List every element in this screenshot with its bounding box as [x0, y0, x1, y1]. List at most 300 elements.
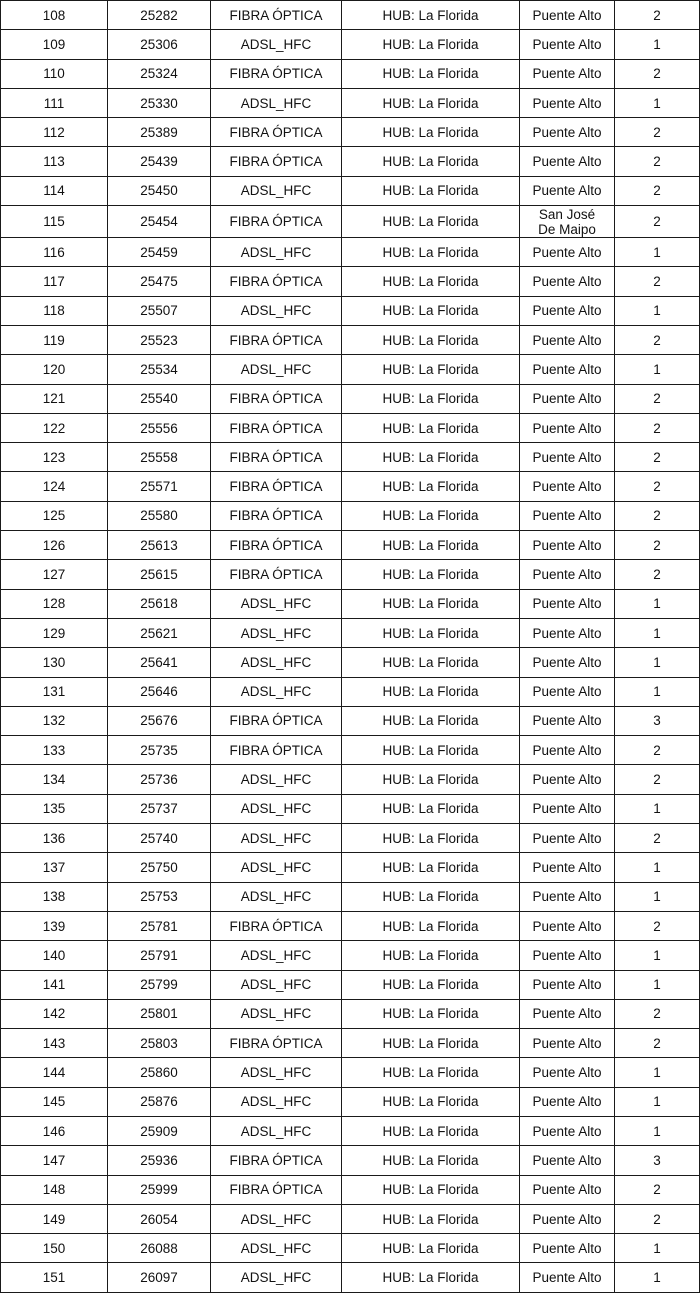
- code-cell: 25324: [108, 59, 211, 88]
- hub-cell: HUB: La Florida: [342, 941, 520, 970]
- table-row: [1, 88, 700, 117]
- code-cell: 25799: [108, 970, 211, 999]
- hub-cell: HUB: La Florida: [342, 413, 520, 442]
- quantity-cell: 2: [615, 736, 700, 765]
- row-number-cell: 136: [1, 824, 108, 853]
- table-row: [1, 147, 700, 176]
- quantity-cell: 2: [615, 118, 700, 147]
- quantity-cell: 1: [615, 355, 700, 384]
- code-cell: 25621: [108, 618, 211, 647]
- code-cell: 25534: [108, 355, 211, 384]
- commune-cell: Puente Alto: [520, 1263, 615, 1292]
- quantity-cell: 1: [615, 941, 700, 970]
- row-number-cell: 130: [1, 648, 108, 677]
- code-cell: 25507: [108, 296, 211, 325]
- code-cell: 25735: [108, 736, 211, 765]
- code-cell: 25860: [108, 1058, 211, 1087]
- technology-cell: ADSL_HFC: [211, 794, 342, 823]
- code-cell: 25330: [108, 88, 211, 117]
- table-row: [1, 1146, 700, 1175]
- row-number-cell: 145: [1, 1087, 108, 1116]
- table-row: [1, 677, 700, 706]
- code-cell: 25618: [108, 589, 211, 618]
- quantity-cell: 1: [615, 88, 700, 117]
- commune-cell: Puente Alto: [520, 853, 615, 882]
- technology-cell: FIBRA ÓPTICA: [211, 531, 342, 560]
- commune-cell: Puente Alto: [520, 238, 615, 267]
- technology-cell: FIBRA ÓPTICA: [211, 706, 342, 735]
- quantity-cell: 1: [615, 30, 700, 59]
- hub-cell: HUB: La Florida: [342, 560, 520, 589]
- table-row: [1, 30, 700, 59]
- quantity-cell: 1: [615, 618, 700, 647]
- hub-cell: HUB: La Florida: [342, 531, 520, 560]
- row-number-cell: 119: [1, 325, 108, 354]
- table-row: [1, 765, 700, 794]
- code-cell: 26088: [108, 1234, 211, 1263]
- quantity-cell: 1: [615, 1116, 700, 1145]
- code-cell: 25909: [108, 1116, 211, 1145]
- quantity-cell: 1: [615, 238, 700, 267]
- quantity-cell: 2: [615, 443, 700, 472]
- code-cell: 25753: [108, 882, 211, 911]
- hub-cell: HUB: La Florida: [342, 999, 520, 1028]
- commune-cell: Puente Alto: [520, 501, 615, 530]
- technology-cell: ADSL_HFC: [211, 853, 342, 882]
- commune-cell: Puente Alto: [520, 1, 615, 30]
- technology-cell: FIBRA ÓPTICA: [211, 1029, 342, 1058]
- row-number-cell: 108: [1, 1, 108, 30]
- technology-cell: ADSL_HFC: [211, 589, 342, 618]
- table-row: [1, 1058, 700, 1087]
- technology-cell: FIBRA ÓPTICA: [211, 736, 342, 765]
- code-cell: 25454: [108, 206, 211, 238]
- quantity-cell: 1: [615, 589, 700, 618]
- technology-cell: FIBRA ÓPTICA: [211, 206, 342, 238]
- quantity-cell: 2: [615, 765, 700, 794]
- technology-cell: FIBRA ÓPTICA: [211, 147, 342, 176]
- code-cell: 25615: [108, 560, 211, 589]
- code-cell: 25876: [108, 1087, 211, 1116]
- hub-cell: HUB: La Florida: [342, 206, 520, 238]
- row-number-cell: 124: [1, 472, 108, 501]
- table-row: [1, 1116, 700, 1145]
- technology-cell: ADSL_HFC: [211, 30, 342, 59]
- table-row: [1, 206, 700, 238]
- code-cell: 25750: [108, 853, 211, 882]
- table-row: [1, 413, 700, 442]
- cell-text-line: San José: [538, 206, 596, 222]
- hub-cell: HUB: La Florida: [342, 736, 520, 765]
- row-number-cell: 148: [1, 1175, 108, 1204]
- quantity-cell: 2: [615, 1, 700, 30]
- row-number-cell: 126: [1, 531, 108, 560]
- commune-cell: Puente Alto: [520, 1175, 615, 1204]
- hub-cell: HUB: La Florida: [342, 1087, 520, 1116]
- quantity-cell: 2: [615, 472, 700, 501]
- hub-cell: HUB: La Florida: [342, 1175, 520, 1204]
- quantity-cell: 1: [615, 882, 700, 911]
- technology-cell: FIBRA ÓPTICA: [211, 325, 342, 354]
- technology-cell: ADSL_HFC: [211, 999, 342, 1028]
- row-number-cell: 129: [1, 618, 108, 647]
- commune-cell: Puente Alto: [520, 1029, 615, 1058]
- row-number-cell: 123: [1, 443, 108, 472]
- commune-cell: Puente Alto: [520, 589, 615, 618]
- row-number-cell: 112: [1, 118, 108, 147]
- row-number-cell: 150: [1, 1234, 108, 1263]
- quantity-cell: 1: [615, 1234, 700, 1263]
- code-cell: 25540: [108, 384, 211, 413]
- code-cell: 25936: [108, 1146, 211, 1175]
- row-number-cell: 143: [1, 1029, 108, 1058]
- technology-cell: ADSL_HFC: [211, 296, 342, 325]
- code-cell: 25558: [108, 443, 211, 472]
- technology-cell: FIBRA ÓPTICA: [211, 1175, 342, 1204]
- commune-cell: Puente Alto: [520, 911, 615, 940]
- quantity-cell: 2: [615, 911, 700, 940]
- technology-cell: FIBRA ÓPTICA: [211, 1146, 342, 1175]
- commune-cell: Puente Alto: [520, 88, 615, 117]
- code-cell: 25306: [108, 30, 211, 59]
- hub-cell: HUB: La Florida: [342, 794, 520, 823]
- technology-cell: FIBRA ÓPTICA: [211, 501, 342, 530]
- table-row: [1, 384, 700, 413]
- row-number-cell: 109: [1, 30, 108, 59]
- commune-cell: Puente Alto: [520, 531, 615, 560]
- row-number-cell: 128: [1, 589, 108, 618]
- quantity-cell: 2: [615, 59, 700, 88]
- quantity-cell: 1: [615, 296, 700, 325]
- quantity-cell: 2: [615, 267, 700, 296]
- quantity-cell: 2: [615, 1029, 700, 1058]
- commune-cell: Puente Alto: [520, 176, 615, 205]
- commune-cell: Puente Alto: [520, 1087, 615, 1116]
- technology-cell: ADSL_HFC: [211, 824, 342, 853]
- quantity-cell: 2: [615, 531, 700, 560]
- commune-cell: Puente Alto: [520, 999, 615, 1028]
- code-cell: 25450: [108, 176, 211, 205]
- row-number-cell: 113: [1, 147, 108, 176]
- commune-cell: Puente Alto: [520, 1146, 615, 1175]
- quantity-cell: 1: [615, 677, 700, 706]
- row-number-cell: 115: [1, 206, 108, 238]
- hub-cell: HUB: La Florida: [342, 267, 520, 296]
- quantity-cell: 1: [615, 794, 700, 823]
- commune-cell: Puente Alto: [520, 941, 615, 970]
- commune-cell: Puente Alto: [520, 560, 615, 589]
- table-row: [1, 1263, 700, 1292]
- commune-cell: Puente Alto: [520, 824, 615, 853]
- hub-cell: HUB: La Florida: [342, 443, 520, 472]
- technology-cell: ADSL_HFC: [211, 238, 342, 267]
- code-cell: 25801: [108, 999, 211, 1028]
- technology-cell: ADSL_HFC: [211, 1116, 342, 1145]
- row-number-cell: 120: [1, 355, 108, 384]
- hub-cell: HUB: La Florida: [342, 677, 520, 706]
- quantity-cell: 3: [615, 1146, 700, 1175]
- row-number-cell: 135: [1, 794, 108, 823]
- technology-cell: FIBRA ÓPTICA: [211, 59, 342, 88]
- commune-cell: Puente Alto: [520, 413, 615, 442]
- hub-cell: HUB: La Florida: [342, 1234, 520, 1263]
- table-row: [1, 1234, 700, 1263]
- table-row: [1, 443, 700, 472]
- quantity-cell: 2: [615, 147, 700, 176]
- quantity-cell: 2: [615, 384, 700, 413]
- table-row: [1, 970, 700, 999]
- hub-cell: HUB: La Florida: [342, 1146, 520, 1175]
- commune-cell: Puente Alto: [520, 147, 615, 176]
- row-number-cell: 146: [1, 1116, 108, 1145]
- commune-cell: Puente Alto: [520, 736, 615, 765]
- technology-cell: ADSL_HFC: [211, 1234, 342, 1263]
- table-row: [1, 706, 700, 735]
- technology-cell: FIBRA ÓPTICA: [211, 443, 342, 472]
- code-cell: 25475: [108, 267, 211, 296]
- row-number-cell: 117: [1, 267, 108, 296]
- technology-cell: FIBRA ÓPTICA: [211, 560, 342, 589]
- code-cell: 25736: [108, 765, 211, 794]
- table-row: [1, 355, 700, 384]
- quantity-cell: 2: [615, 325, 700, 354]
- hub-cell: HUB: La Florida: [342, 472, 520, 501]
- commune-cell: Puente Alto: [520, 355, 615, 384]
- technology-cell: ADSL_HFC: [211, 677, 342, 706]
- quantity-cell: 1: [615, 1087, 700, 1116]
- row-number-cell: 144: [1, 1058, 108, 1087]
- hub-cell: HUB: La Florida: [342, 176, 520, 205]
- technology-cell: ADSL_HFC: [211, 1263, 342, 1292]
- technology-cell: FIBRA ÓPTICA: [211, 472, 342, 501]
- quantity-cell: 1: [615, 970, 700, 999]
- table-row: [1, 1029, 700, 1058]
- commune-cell: Puente Alto: [520, 296, 615, 325]
- commune-cell: Puente Alto: [520, 267, 615, 296]
- table-row: [1, 853, 700, 882]
- row-number-cell: 134: [1, 765, 108, 794]
- commune-cell: Puente Alto: [520, 118, 615, 147]
- table-row: [1, 267, 700, 296]
- table-row: [1, 59, 700, 88]
- cell-text-line: De Maipo: [538, 221, 596, 237]
- table-row: [1, 824, 700, 853]
- table-row: [1, 501, 700, 530]
- table-row: [1, 1, 700, 30]
- table-row: [1, 1087, 700, 1116]
- code-cell: 25737: [108, 794, 211, 823]
- table-row: [1, 472, 700, 501]
- hub-cell: HUB: La Florida: [342, 1263, 520, 1292]
- hub-cell: HUB: La Florida: [342, 384, 520, 413]
- row-number-cell: 125: [1, 501, 108, 530]
- table-row: [1, 648, 700, 677]
- table-row: [1, 1204, 700, 1233]
- commune-cell: Puente Alto: [520, 648, 615, 677]
- technology-cell: FIBRA ÓPTICA: [211, 1, 342, 30]
- commune-cell: Puente Alto: [520, 1116, 615, 1145]
- hub-cell: HUB: La Florida: [342, 30, 520, 59]
- commune-cell: Puente Alto: [520, 384, 615, 413]
- hub-cell: HUB: La Florida: [342, 824, 520, 853]
- code-cell: 25439: [108, 147, 211, 176]
- code-cell: 25282: [108, 1, 211, 30]
- code-cell: 26054: [108, 1204, 211, 1233]
- table-row: [1, 736, 700, 765]
- row-number-cell: 111: [1, 88, 108, 117]
- commune-cell: Puente Alto: [520, 765, 615, 794]
- code-cell: 26097: [108, 1263, 211, 1292]
- row-number-cell: 139: [1, 911, 108, 940]
- row-number-cell: 149: [1, 1204, 108, 1233]
- hub-cell: HUB: La Florida: [342, 1, 520, 30]
- hub-cell: HUB: La Florida: [342, 1116, 520, 1145]
- code-cell: 25781: [108, 911, 211, 940]
- technology-cell: ADSL_HFC: [211, 648, 342, 677]
- hub-cell: HUB: La Florida: [342, 88, 520, 117]
- code-cell: 25389: [108, 118, 211, 147]
- quantity-cell: 1: [615, 1263, 700, 1292]
- quantity-cell: 1: [615, 648, 700, 677]
- hub-cell: HUB: La Florida: [342, 1058, 520, 1087]
- hub-cell: HUB: La Florida: [342, 970, 520, 999]
- table-row: [1, 238, 700, 267]
- quantity-cell: 2: [615, 1175, 700, 1204]
- row-number-cell: 118: [1, 296, 108, 325]
- hub-cell: HUB: La Florida: [342, 706, 520, 735]
- hub-cell: HUB: La Florida: [342, 147, 520, 176]
- code-cell: 25791: [108, 941, 211, 970]
- row-number-cell: 121: [1, 384, 108, 413]
- quantity-cell: 2: [615, 560, 700, 589]
- technology-cell: ADSL_HFC: [211, 1087, 342, 1116]
- row-number-cell: 133: [1, 736, 108, 765]
- row-number-cell: 110: [1, 59, 108, 88]
- row-number-cell: 140: [1, 941, 108, 970]
- row-number-cell: 138: [1, 882, 108, 911]
- quantity-cell: 2: [615, 1204, 700, 1233]
- technology-cell: FIBRA ÓPTICA: [211, 413, 342, 442]
- technology-cell: ADSL_HFC: [211, 970, 342, 999]
- row-number-cell: 132: [1, 706, 108, 735]
- technology-cell: FIBRA ÓPTICA: [211, 118, 342, 147]
- commune-cell: Puente Alto: [520, 1234, 615, 1263]
- technology-cell: ADSL_HFC: [211, 618, 342, 647]
- table-row: [1, 531, 700, 560]
- hub-cell: HUB: La Florida: [342, 648, 520, 677]
- hub-cell: HUB: La Florida: [342, 59, 520, 88]
- commune-cell: Puente Alto: [520, 794, 615, 823]
- hub-cell: HUB: La Florida: [342, 765, 520, 794]
- hub-cell: HUB: La Florida: [342, 501, 520, 530]
- commune-cell: Puente Alto: [520, 472, 615, 501]
- commune-cell: Puente Alto: [520, 59, 615, 88]
- hub-cell: HUB: La Florida: [342, 1204, 520, 1233]
- technology-cell: ADSL_HFC: [211, 765, 342, 794]
- table-row: [1, 176, 700, 205]
- technology-cell: ADSL_HFC: [211, 1058, 342, 1087]
- table-row: [1, 325, 700, 354]
- quantity-cell: 1: [615, 1058, 700, 1087]
- technology-cell: FIBRA ÓPTICA: [211, 384, 342, 413]
- commune-cell: Puente Alto: [520, 706, 615, 735]
- hub-cell: HUB: La Florida: [342, 911, 520, 940]
- code-cell: 25803: [108, 1029, 211, 1058]
- technology-cell: ADSL_HFC: [211, 176, 342, 205]
- hub-cell: HUB: La Florida: [342, 882, 520, 911]
- commune-cell: Puente Alto: [520, 443, 615, 472]
- row-number-cell: 127: [1, 560, 108, 589]
- table-row: [1, 618, 700, 647]
- hub-cell: HUB: La Florida: [342, 355, 520, 384]
- table-row: [1, 911, 700, 940]
- hub-cell: HUB: La Florida: [342, 589, 520, 618]
- hub-cell: HUB: La Florida: [342, 296, 520, 325]
- table-row: [1, 589, 700, 618]
- row-number-cell: 141: [1, 970, 108, 999]
- hub-cell: HUB: La Florida: [342, 118, 520, 147]
- commune-cell: [520, 206, 615, 238]
- technology-cell: FIBRA ÓPTICA: [211, 911, 342, 940]
- row-number-cell: 116: [1, 238, 108, 267]
- technology-cell: ADSL_HFC: [211, 941, 342, 970]
- table-row: [1, 999, 700, 1028]
- row-number-cell: 142: [1, 999, 108, 1028]
- row-number-cell: 137: [1, 853, 108, 882]
- quantity-cell: 1: [615, 853, 700, 882]
- quantity-cell: 2: [615, 824, 700, 853]
- hub-cell: HUB: La Florida: [342, 325, 520, 354]
- table-row: [1, 794, 700, 823]
- quantity-cell: 2: [615, 999, 700, 1028]
- row-number-cell: 131: [1, 677, 108, 706]
- code-cell: 25999: [108, 1175, 211, 1204]
- hub-cell: HUB: La Florida: [342, 618, 520, 647]
- hub-cell: HUB: La Florida: [342, 238, 520, 267]
- hub-cell: HUB: La Florida: [342, 853, 520, 882]
- code-cell: 25641: [108, 648, 211, 677]
- table-row: [1, 296, 700, 325]
- quantity-cell: 2: [615, 501, 700, 530]
- commune-cell: Puente Alto: [520, 1058, 615, 1087]
- row-number-cell: 122: [1, 413, 108, 442]
- quantity-cell: 2: [615, 206, 700, 238]
- table-row: [1, 560, 700, 589]
- quantity-cell: 2: [615, 413, 700, 442]
- code-cell: 25613: [108, 531, 211, 560]
- table-body: [1, 1, 700, 1293]
- table-row: [1, 1175, 700, 1204]
- technology-cell: ADSL_HFC: [211, 882, 342, 911]
- table-row: [1, 882, 700, 911]
- quantity-cell: 3: [615, 706, 700, 735]
- code-cell: 25580: [108, 501, 211, 530]
- technology-cell: ADSL_HFC: [211, 1204, 342, 1233]
- commune-cell: Puente Alto: [520, 970, 615, 999]
- commune-cell: Puente Alto: [520, 618, 615, 647]
- row-number-cell: 147: [1, 1146, 108, 1175]
- code-cell: 25740: [108, 824, 211, 853]
- commune-cell: Puente Alto: [520, 30, 615, 59]
- code-cell: 25459: [108, 238, 211, 267]
- hub-cell: HUB: La Florida: [342, 1029, 520, 1058]
- row-number-cell: 114: [1, 176, 108, 205]
- table-row: [1, 941, 700, 970]
- commune-cell: Puente Alto: [520, 677, 615, 706]
- commune-cell: Puente Alto: [520, 882, 615, 911]
- code-cell: 25676: [108, 706, 211, 735]
- technology-cell: FIBRA ÓPTICA: [211, 267, 342, 296]
